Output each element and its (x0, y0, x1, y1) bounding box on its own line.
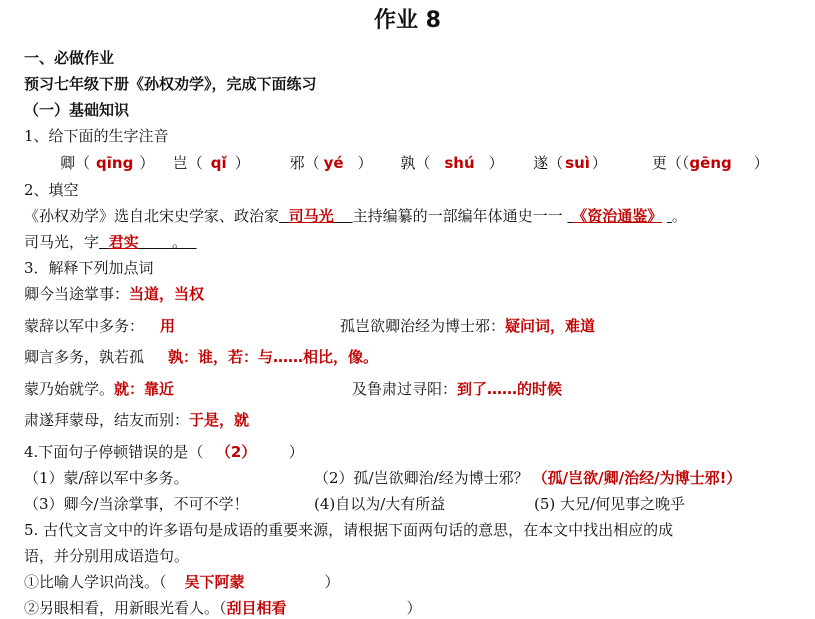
q2-blank: 君实 (108, 233, 139, 251)
q3-row: 肃遂拜蒙母，结友而别：于是，就 (24, 411, 250, 429)
q3-row-right: 孤岂欲卿治经为博士邪：疑问词，难道 (340, 317, 596, 335)
preview-instruction: 预习七年级下册《孙权劝学》，完成下面练习 (24, 75, 317, 93)
q1-pinyin-row (60, 153, 769, 173)
q4-options-row1: （1）蒙/辞以军中多务。 （2）孤/岂欲卿治/经为博士邪？ （孤/岂欲/卿/治经/为博士邪!） (24, 469, 742, 487)
q2-blank: 司马光 (288, 207, 334, 225)
q3-row: 蒙辞以军中多务： 用 (24, 317, 176, 335)
q2-line1: 《孙权劝学》选自北宋史学家、政治家 司马光 主持编纂的一部编年体通史一一 《资治通鉴》 。 (24, 207, 687, 225)
q3-row: 蒙乃始就学。就：靠近 (24, 380, 175, 398)
page-title: 作业 8 (374, 8, 441, 33)
q5-sentence-2: ②另眼相看，用新眼光看人。（刮目相看 ） (24, 599, 422, 617)
q2-blank: 《资治通鉴》 (572, 207, 663, 225)
q2-label: 2、填空 (24, 181, 79, 199)
q1-item: 卿（ qīng ） (60, 154, 155, 172)
q1-item: 孰（ shú ） (400, 154, 504, 172)
part-heading: （一）基础知识 (24, 101, 130, 119)
q5-sentence-1: ①比喻人学识尚浅。（ 吴下阿蒙 ） (24, 573, 340, 591)
q5-prompt-line2: 语，并分别用成语造句。 (24, 547, 190, 565)
q4-label: 4.下面句子停顿错误的是（ （2） ） (24, 443, 304, 461)
q5-prompt-line1: 5. 古代文言文中的许多语句是成语的重要来源，请根据下面两句话的意思，在本文中找出相应的成 (24, 521, 674, 539)
q1-item: 岂（ qǐ ） (172, 154, 250, 172)
q1-item: 更（（gēng ） (651, 154, 769, 172)
q3-row-right: 及鲁肃过寻阳：到了……的时候 (352, 380, 563, 398)
section-heading: 一、必做作业 (24, 49, 115, 67)
q2-line2: 司马光，字 君实 。 (24, 233, 187, 251)
q3-row: 卿言多务，孰若孤 孰：谁，若：与……相比，像。 (24, 348, 379, 366)
q1-item: 遂（ suì ） (533, 154, 607, 172)
q4-options-row2: （3）卿今/当涂掌事，不可不学！ (4)自以为/大有所益 (5) 大兄/何见事之晚乎 (24, 495, 686, 513)
q1-item: 邪（ yé ） (289, 154, 373, 172)
q3-label: 3．解释下列加点词 (24, 259, 154, 277)
q3-row: 卿今当途掌事：当道，当权 (24, 285, 205, 303)
q1-label: 1、给下面的生字注音 (24, 127, 169, 145)
